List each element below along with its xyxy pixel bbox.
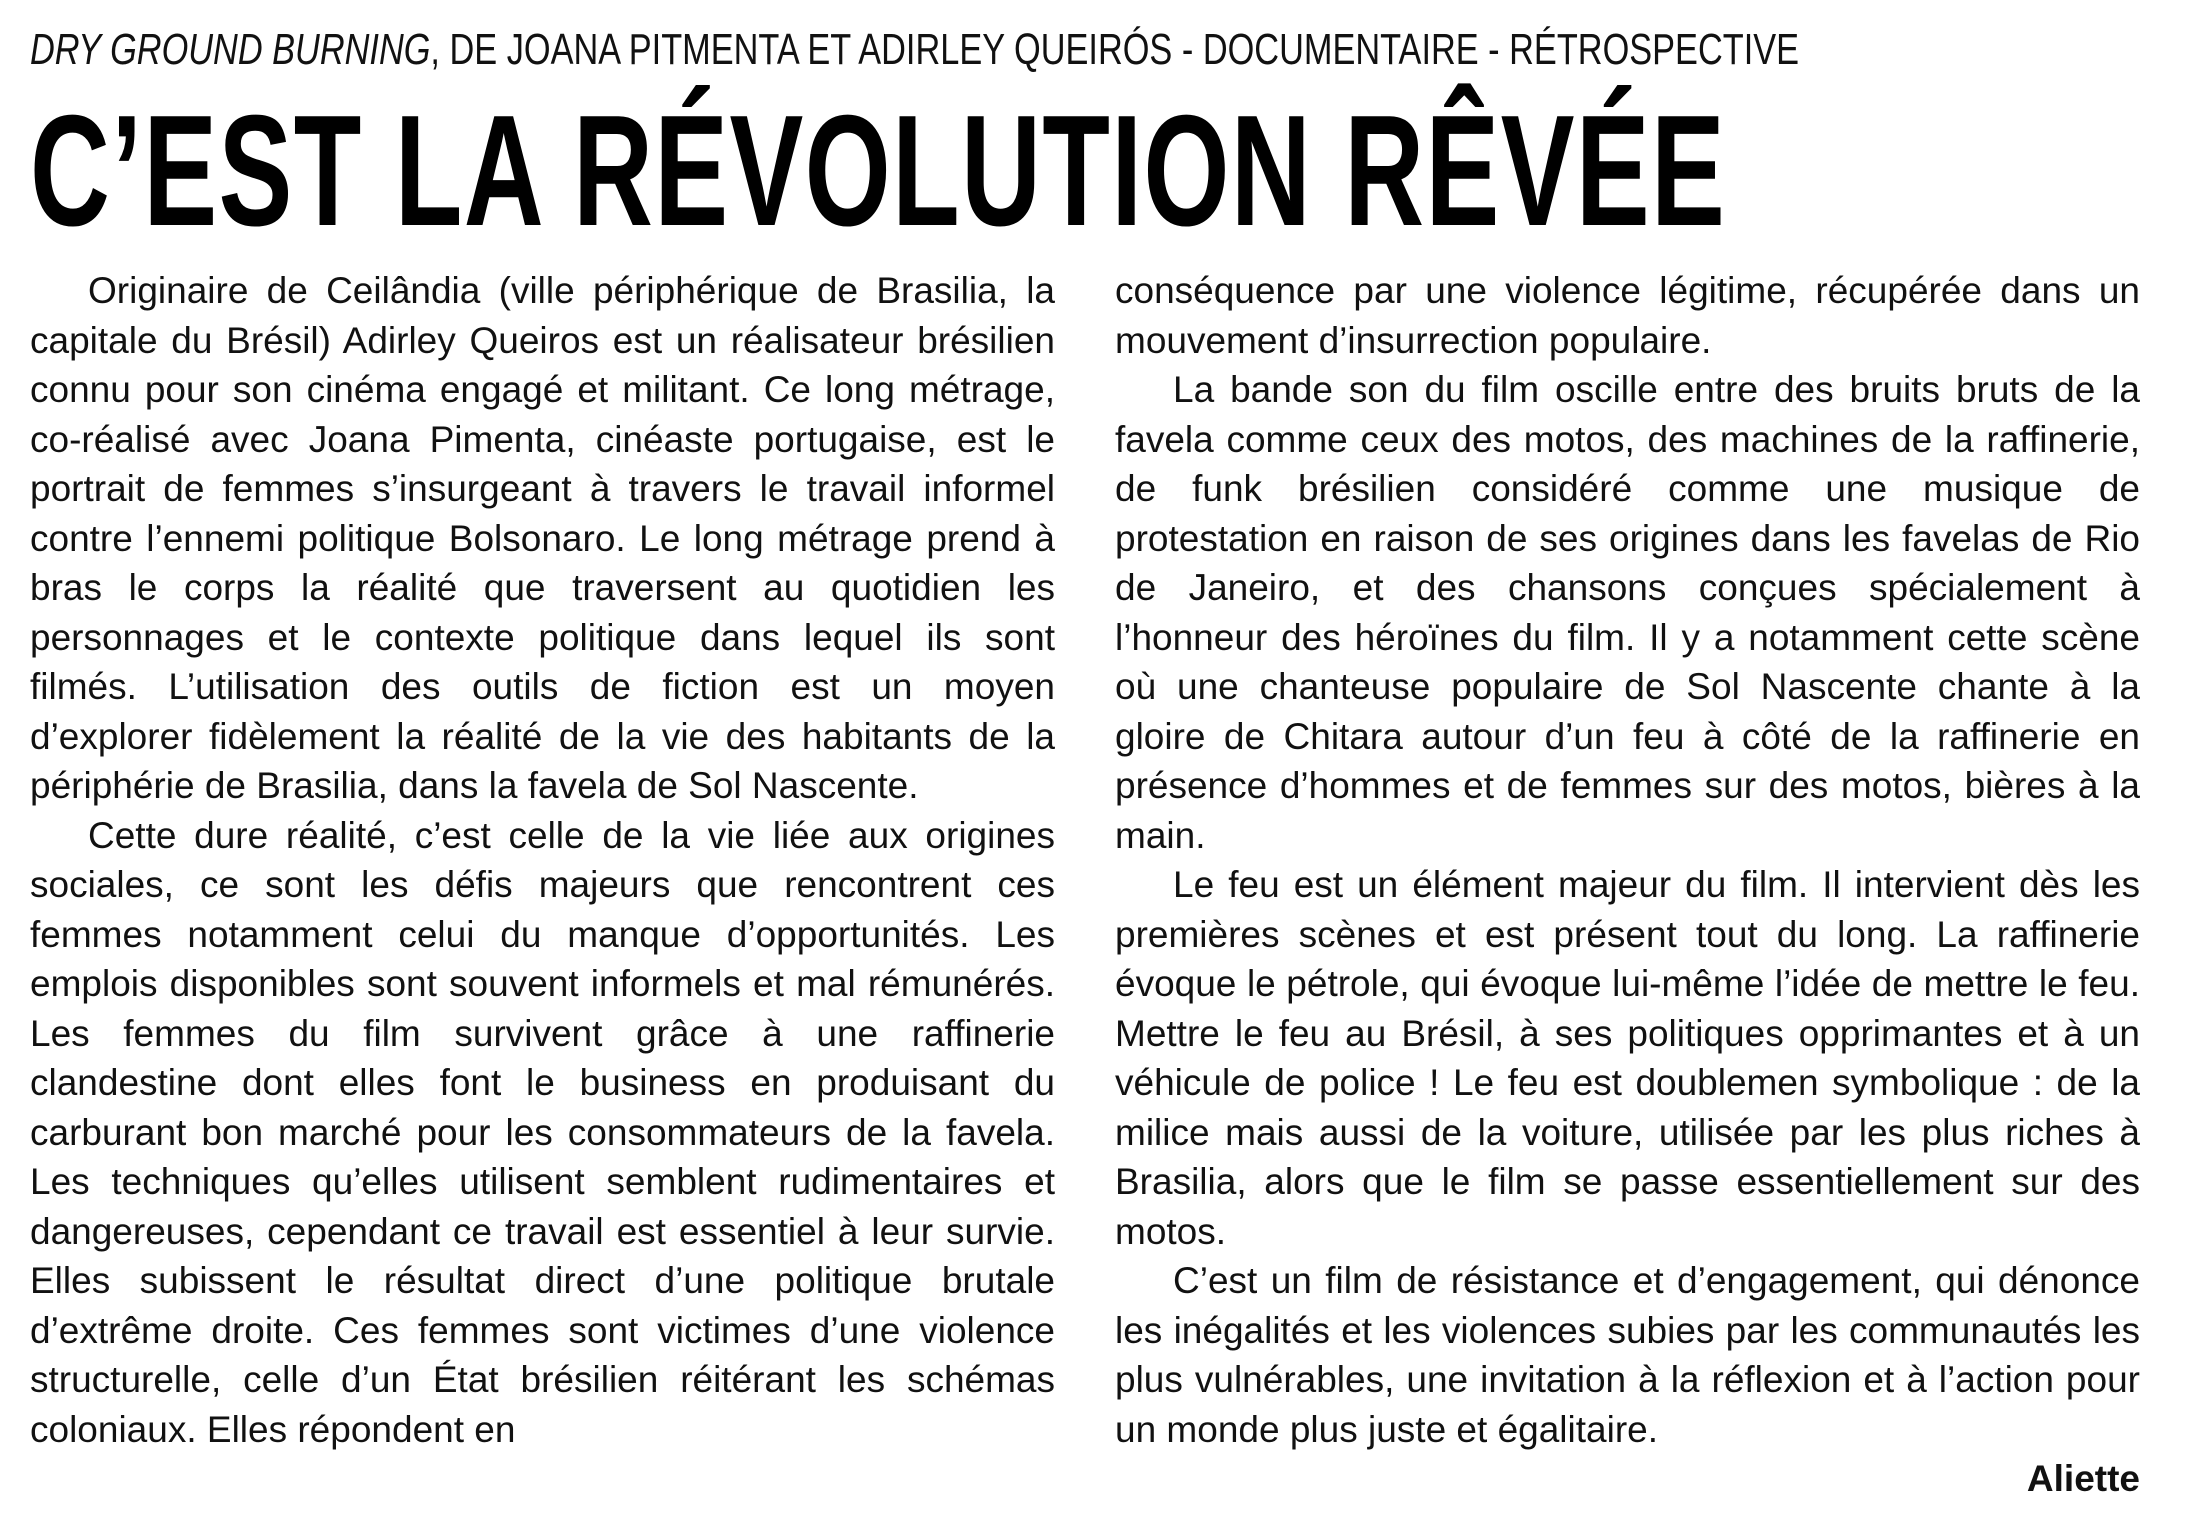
right-column	[1115, 266, 2140, 1504]
paragraph: C’est un film de résistance et d’engagement, qui dénonce les inégalités et les violences subies par les communautés les plus vulnérables, une invitation à la réflexion et à l’action pour un monde plus juste et égalitaire.	[1115, 1260, 2140, 1450]
article-kicker	[30, 22, 1800, 78]
article-headline: C’EST LA RÉVOLUTION RÊVÉE	[30, 83, 1727, 259]
paragraph: Cette dure réalité, c’est celle de la vie liée aux origines sociales, ce sont les défis majeurs que rencontrent ces femmes notamment celui du manque d’opportunités. Les emplois disponibles sont souvent informels et mal rémunérés. Les femmes du film survivent grâce à une raffinerie clandestine dont elles font le business en produisant du carburant bon marché pour les consommateurs de la favela. Les techniques qu’elles utilisent semblent rudimentaires et dangereuses, cependant ce travail est essentiel à leur survie. Elles subissent le résultat direct d’une politique brutale d’extrême droite. Ces femmes sont victimes d’une violence structurelle, celle d’un État brésilien réitérant les schémas coloniaux. Elles répondent en	[30, 814, 1055, 1450]
paragraph: Le feu est un élément majeur du film. Il intervient dès les premières scènes et est présent tout du long. La raffinerie évoque le pétrole, qui évoque lui-même l’idée de mettre le feu. Mettre le feu au Brésil, à ses politiques opprimantes et à un véhicule de police ! Le feu est doublemen symbolique : de la milice mais aussi de la voiture, utilisée par les plus riches à Brasilia, alors que le film se passe essentiellement sur des motos.	[1115, 864, 2140, 1252]
film-title: DRY GROUND BURNING	[30, 25, 431, 74]
kicker-details: , DE JOANA PITMENTA ET ADIRLEY QUEIRÓS - DOCUMENTAIRE - RÉTROSPECTIVE	[430, 25, 1800, 74]
paragraph-continuation: conséquence par une violence légitime, récupérée dans un mouvement d’insurrection populaire.	[1115, 270, 2140, 361]
article-body	[30, 266, 2140, 1504]
paragraph: La bande son du film oscille entre des bruits bruts de la favela comme ceux des motos, des machines de la raffinerie, de funk brésilien considéré comme une musique de protestation en raison de ses origines dans les favelas de Rio de Janeiro, et des chansons conçues spécialement à l’honneur des héroïnes du film. Il y a notamment cette scène où une chanteuse populaire de Sol Nascente chante à la gloire de Chitara autour d’un feu à côté de la raffinerie en présence d’hommes et de femmes sur des motos, bières à la main.	[1115, 369, 2140, 856]
article	[30, 22, 2140, 1499]
left-column	[30, 266, 1055, 1504]
paragraph: Originaire de Ceilândia (ville périphérique de Brasilia, la capitale du Brésil) Adirley Queiros est un réalisateur brésilien connu pour son cinéma engagé et militant. Ce long métrage, co-réalisé avec Joana Pimenta, cinéaste portugaise, est le portrait de femmes s’insurgeant à travers le travail informel contre l’ennemi politique Bolsonaro. Le long métrage prend à bras le corps la réalité que traversent au quotidien les personnages et le contexte politique dans lequel ils sont filmés. L’utilisation des outils de fiction est un moyen d’explorer fidèlement la réalité de la vie des habitants de la périphérie de Brasilia, dans la favela de Sol Nascente.	[30, 270, 1055, 806]
author-signature: Aliette	[2026, 1458, 2140, 1499]
